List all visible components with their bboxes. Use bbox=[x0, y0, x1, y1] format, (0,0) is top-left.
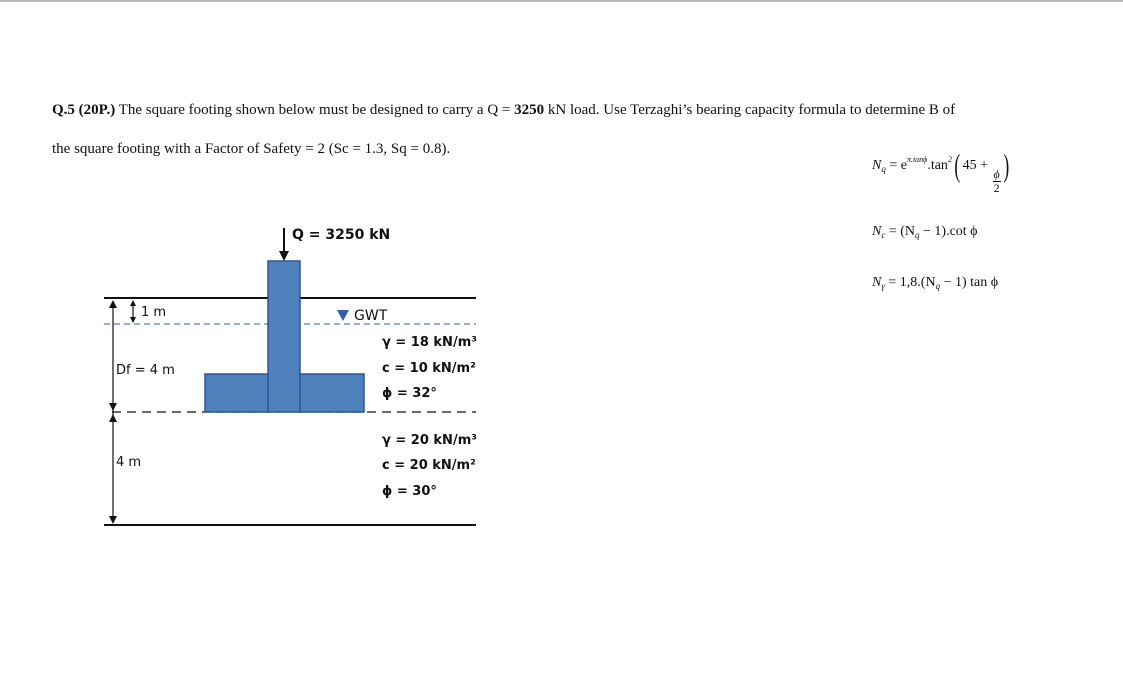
layer1-friction-angle: ϕ = 32° bbox=[382, 386, 437, 401]
ny-rhs-subscript: q bbox=[935, 281, 941, 291]
ny-subscript: γ bbox=[881, 281, 885, 291]
footing-depth-label: Df = 4 m bbox=[116, 363, 175, 378]
nc-rhs-subscript: q bbox=[915, 230, 920, 240]
question-label: Q.5 (20P.) bbox=[52, 102, 116, 118]
gwt-dim-arrow-top bbox=[130, 300, 136, 306]
gwt-triangle-icon bbox=[337, 310, 349, 321]
ny-symbol: N bbox=[872, 275, 882, 290]
question-text-a: The square footing shown below must be designed to carry a Q = bbox=[115, 102, 515, 118]
dim-arrow-mid-up bbox=[109, 403, 117, 411]
nq-equals-e: = e bbox=[885, 158, 907, 173]
nq-exponent: π.tanϕ bbox=[906, 155, 928, 164]
load-label: Q = 3250 kN bbox=[292, 227, 391, 243]
left-paren: ( bbox=[954, 147, 961, 183]
layer2-unit-weight: γ = 20 kN/m³ bbox=[382, 433, 477, 448]
gwt-depth-label: 1 m bbox=[141, 305, 167, 320]
dim-arrow-mid-down bbox=[109, 414, 117, 422]
gwt-label: GWT bbox=[354, 308, 388, 324]
nc-symbol: N bbox=[872, 224, 882, 239]
load-arrow-head bbox=[279, 251, 289, 261]
nc-subscript: c bbox=[881, 230, 886, 240]
layer1-unit-weight: γ = 18 kN/m³ bbox=[382, 335, 477, 350]
nq-fraction-num: ϕ bbox=[993, 167, 1000, 181]
dim-arrow-top bbox=[109, 300, 117, 308]
right-paren: ) bbox=[1003, 147, 1009, 183]
nq-tan: .tan bbox=[927, 158, 948, 173]
layer1-cohesion: c = 10 kN/m² bbox=[382, 361, 476, 376]
question-line-2: the square footing with a Factor of Safety = 2 (Sc = 1.3, Sq = 0.8). bbox=[52, 141, 451, 157]
layer2-friction-angle: ϕ = 30° bbox=[382, 484, 437, 499]
dim-arrow-bottom bbox=[109, 516, 117, 524]
footing-right-slab bbox=[300, 374, 364, 412]
layer2-cohesion: c = 20 kN/m² bbox=[382, 458, 476, 473]
nq-inner: 45 + bbox=[962, 158, 992, 173]
ny-rhs-b: − 1) tan ϕ bbox=[940, 275, 999, 290]
footing-left-slab bbox=[205, 374, 268, 412]
lower-layer-thickness-label: 4 m bbox=[116, 455, 142, 470]
nq-square: 2 bbox=[947, 155, 952, 164]
footing-column bbox=[268, 261, 300, 412]
question-load-value: 3250 bbox=[514, 102, 545, 118]
ny-rhs-a: = 1,8.(N bbox=[884, 275, 936, 290]
nq-symbol: N bbox=[872, 158, 882, 173]
nc-rhs-b: − 1).cot ϕ bbox=[919, 224, 978, 239]
gwt-dim-arrow-bottom bbox=[130, 317, 136, 323]
nq-fraction-den: 2 bbox=[993, 181, 1000, 195]
question-text-b: kN load. Use Terzaghi’s bearing capacity formula to determine B of bbox=[544, 102, 956, 118]
nq-subscript: q bbox=[881, 164, 886, 174]
nc-rhs-a: = (N bbox=[885, 224, 916, 239]
